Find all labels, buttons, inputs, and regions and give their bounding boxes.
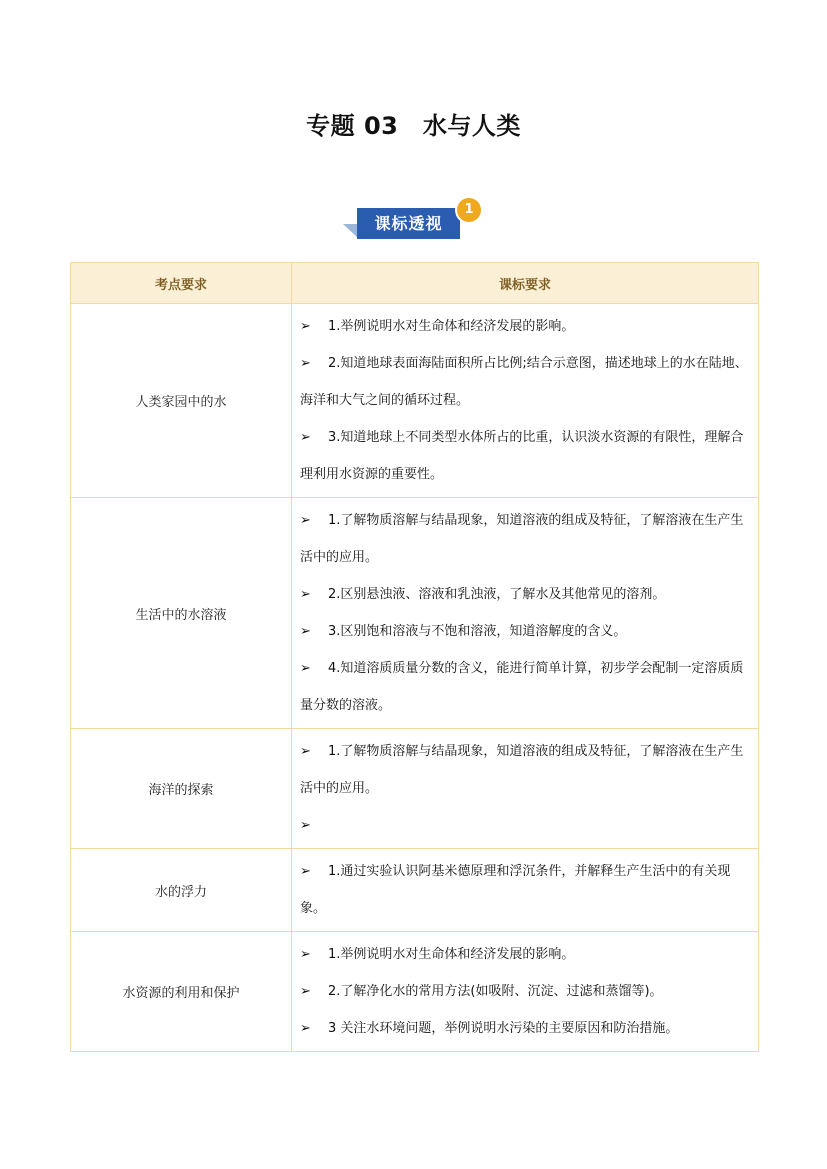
arrow-bullet-icon: ➢ (300, 319, 311, 334)
requirement-item: ➢ 3.知道地球上不同类型水体所占的比重，认识淡水资源的有限性，理解合理利用水资源的重要性。 (300, 419, 752, 493)
arrow-bullet-icon: ➢ (300, 356, 311, 371)
table-row (71, 498, 759, 729)
requirement-item: ➢ 1.了解物质溶解与结晶现象，知道溶液的组成及特征，了解溶液在生产生活中的应用。 (300, 733, 752, 807)
requirement-item: ➢ 1.举例说明水对生命体和经济发展的影响。 (300, 936, 752, 973)
table-row (71, 729, 759, 849)
header-topic: 考点要求 (71, 263, 292, 304)
arrow-bullet-icon: ➢ (300, 864, 311, 879)
table-row (71, 849, 759, 932)
topic-cell: 水的浮力 (71, 849, 292, 932)
topic-cell: 人类家园中的水 (71, 304, 292, 498)
requirement-item: ➢ 1.了解物质溶解与结晶现象，知道溶液的组成及特征，了解溶液在生产生活中的应用。 (300, 502, 752, 576)
curriculum-table (70, 262, 759, 1052)
requirement-item: ➢ 2.区别悬浊液、溶液和乳浊液，了解水及其他常见的溶剂。 (300, 576, 752, 613)
section-badge (343, 198, 488, 244)
section-badge-label: 课标透视 (357, 208, 460, 239)
requirement-item: ➢ 4.知道溶质质量分数的含义，能进行简单计算，初步学会配制一定溶质质量分数的溶液。 (300, 650, 752, 724)
arrow-bullet-icon: ➢ (300, 587, 311, 602)
header-requirements: 课标要求 (292, 263, 759, 304)
arrow-bullet-icon: ➢ (300, 744, 311, 759)
arrow-bullet-icon: ➢ (300, 947, 311, 962)
arrow-bullet-icon: ➢ (300, 624, 311, 639)
arrow-bullet-icon: ➢ (300, 661, 311, 676)
arrow-bullet-icon: ➢ (300, 1021, 311, 1036)
requirements-cell (292, 849, 759, 932)
requirement-item: ➢ 2.了解净化水的常用方法(如吸附、沉淀、过滤和蒸馏等)。 (300, 973, 752, 1010)
topic-cell: 海洋的探索 (71, 729, 292, 849)
requirements-cell (292, 729, 759, 849)
arrow-bullet-icon: ➢ (300, 984, 311, 999)
requirements-cell (292, 304, 759, 498)
arrow-bullet-icon: ➢ (300, 430, 311, 445)
requirement-item: ➢ 3 关注水环境问题，举例说明水污染的主要原因和防治措施。 (300, 1010, 752, 1047)
table-row (71, 932, 759, 1052)
page-title: 专题 03 水与人类 (306, 112, 521, 140)
topic-cell: 生活中的水溶液 (71, 498, 292, 729)
requirements-cell (292, 932, 759, 1052)
topic-cell: 水资源的利用和保护 (71, 932, 292, 1052)
requirement-item: ➢ 1.举例说明水对生命体和经济发展的影响。 (300, 308, 752, 345)
requirement-item: ➢ 3.区别饱和溶液与不饱和溶液，知道溶解度的含义。 (300, 613, 752, 650)
table-row (71, 304, 759, 498)
arrow-bullet-icon: ➢ (300, 818, 311, 833)
section-badge-number: 1 (457, 198, 481, 222)
requirements-cell (292, 498, 759, 729)
requirement-item: ➢ 2.知道地球表面海陆面积所占比例;结合示意图，描述地球上的水在陆地、海洋和大气之间的循环过程。 (300, 345, 752, 419)
requirement-item: ➢ 1.通过实验认识阿基米德原理和浮沉条件，并解释生产生活中的有关现象。 (300, 853, 752, 927)
arrow-bullet-icon: ➢ (300, 513, 311, 528)
requirement-item (300, 807, 752, 844)
table-header-row (71, 263, 759, 304)
